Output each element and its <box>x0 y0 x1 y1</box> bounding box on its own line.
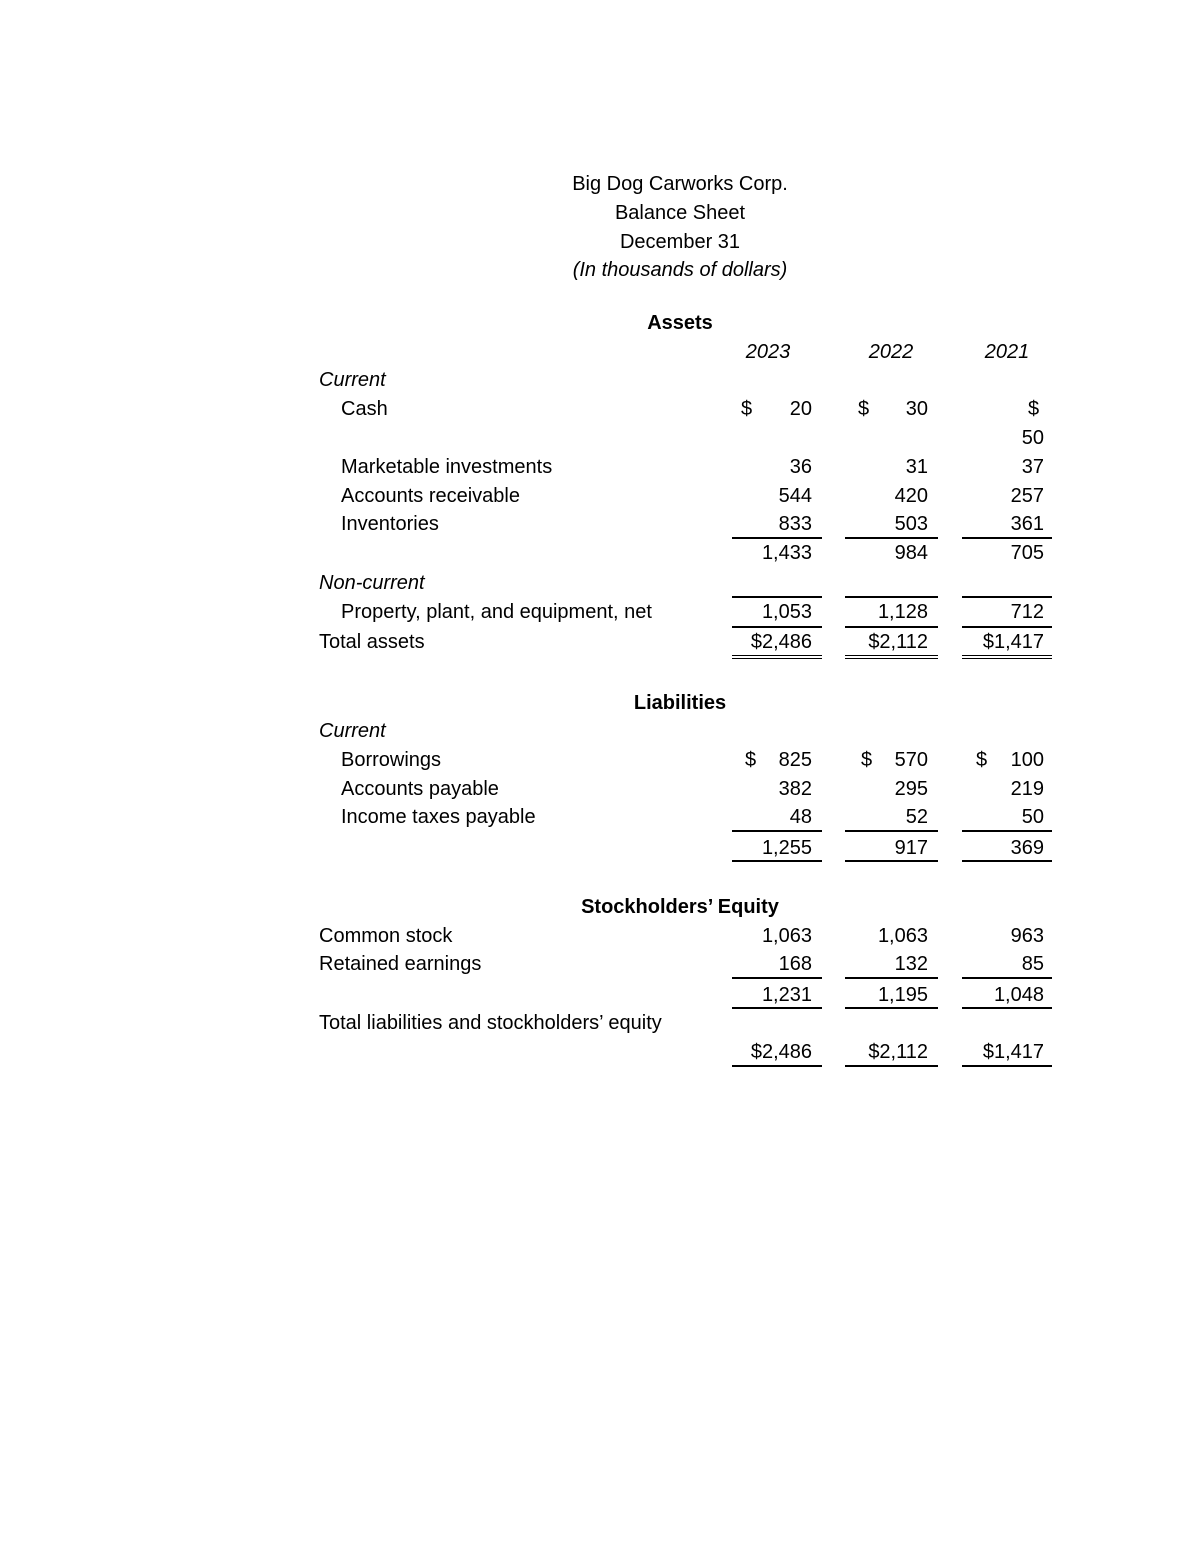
grand-total-2023: $2,486 <box>750 1041 812 1063</box>
grand-total-2021: $1,417 <box>982 1041 1044 1063</box>
borrowings-dollar-2021: $ <box>976 749 988 771</box>
borrowings-2023: 825 <box>778 749 812 771</box>
borrowings-2022: 570 <box>894 749 928 771</box>
common-stock-2022: 1,063 <box>877 925 928 947</box>
ppe-2021: 712 <box>1010 601 1044 623</box>
marketable-2022: 31 <box>905 456 928 478</box>
inventories-2021: 361 <box>1010 513 1044 535</box>
grand-total-label: Total liabilities and stockholders’ equity <box>319 1012 662 1034</box>
common-stock-2023: 1,063 <box>761 925 812 947</box>
taxes-2022: 52 <box>905 806 928 828</box>
rule-total-assets-2021 <box>962 655 1052 659</box>
assets-heading: Assets <box>647 312 713 334</box>
rule-ppe-2021 <box>962 626 1052 628</box>
equity-heading: Stockholders’ Equity <box>581 896 779 918</box>
year-2022: 2022 <box>868 341 914 363</box>
payable-2023: 382 <box>778 778 812 800</box>
cash-dollar-2021: $ <box>1028 398 1040 420</box>
taxes-2021: 50 <box>1021 806 1044 828</box>
rule-total-assets-2023 <box>732 655 822 659</box>
rule-liabilities-total-2022 <box>845 860 938 862</box>
year-2021: 2021 <box>984 341 1030 363</box>
units-note: (In thousands of dollars) <box>572 259 788 281</box>
statement-title: Balance Sheet <box>614 202 746 224</box>
rule-equity-total-2021 <box>962 1007 1052 1009</box>
total-assets-2023: $2,486 <box>750 631 812 653</box>
rule-retained-2022 <box>845 977 938 979</box>
payable-2022: 295 <box>894 778 928 800</box>
liabilities-total-2023: 1,255 <box>761 837 812 859</box>
payable-label: Accounts payable <box>341 778 499 800</box>
noncurrent-label: Non-current <box>319 572 425 594</box>
current-assets-2021: 705 <box>1010 542 1044 564</box>
cash-dollar-2023: $ <box>741 398 753 420</box>
total-assets-label: Total assets <box>319 631 425 653</box>
rule-total-assets-2022 <box>845 655 938 659</box>
borrowings-dollar-2022: $ <box>861 749 873 771</box>
marketable-label: Marketable investments <box>341 456 553 478</box>
rule-liabilities-total-2021 <box>962 860 1052 862</box>
cash-label: Cash <box>341 398 388 420</box>
retained-earnings-2021: 85 <box>1021 953 1044 975</box>
retained-earnings-2023: 168 <box>778 953 812 975</box>
statement-date: December 31 <box>619 231 741 253</box>
common-stock-label: Common stock <box>319 925 453 947</box>
ppe-label: Property, plant, and equipment, net <box>341 601 652 623</box>
borrowings-dollar-2023: $ <box>745 749 757 771</box>
rule-grand-total-2021 <box>962 1065 1052 1067</box>
inventories-2022: 503 <box>894 513 928 535</box>
equity-total-2021: 1,048 <box>993 984 1044 1006</box>
rule-equity-total-2023 <box>732 1007 822 1009</box>
rule-inventories-2021 <box>962 537 1052 539</box>
receivable-2023: 544 <box>778 485 812 507</box>
current-assets-2023: 1,433 <box>761 542 812 564</box>
retained-earnings-2022: 132 <box>894 953 928 975</box>
total-assets-2021: $1,417 <box>982 631 1044 653</box>
inventories-2023: 833 <box>778 513 812 535</box>
taxes-label: Income taxes payable <box>341 806 536 828</box>
rule-grand-total-2023 <box>732 1065 822 1067</box>
rule-equity-total-2022 <box>845 1007 938 1009</box>
taxes-2023: 48 <box>789 806 812 828</box>
liabilities-total-2021: 369 <box>1010 837 1044 859</box>
receivable-2021: 257 <box>1010 485 1044 507</box>
rule-inventories-2022 <box>845 537 938 539</box>
rule-ppe-2022 <box>845 626 938 628</box>
assets-current-label: Current <box>319 369 386 391</box>
rule-taxes-2023 <box>732 830 822 832</box>
year-2023: 2023 <box>745 341 791 363</box>
marketable-2021: 37 <box>1021 456 1044 478</box>
payable-2021: 219 <box>1010 778 1044 800</box>
common-stock-2021: 963 <box>1010 925 1044 947</box>
rule-ppe-top-2023 <box>732 596 822 598</box>
rule-liabilities-total-2023 <box>732 860 822 862</box>
total-assets-2022: $2,112 <box>868 631 928 653</box>
borrowings-2021: 100 <box>1010 749 1044 771</box>
rule-ppe-top-2022 <box>845 596 938 598</box>
cash-dollar-2022: $ <box>858 398 870 420</box>
equity-total-2023: 1,231 <box>761 984 812 1006</box>
ppe-2023: 1,053 <box>761 601 812 623</box>
rule-retained-2023 <box>732 977 822 979</box>
cash-2022: 30 <box>905 398 928 420</box>
liabilities-heading: Liabilities <box>633 692 727 714</box>
rule-ppe-top-2021 <box>962 596 1052 598</box>
receivable-2022: 420 <box>894 485 928 507</box>
rule-inventories-2023 <box>732 537 822 539</box>
rule-retained-2021 <box>962 977 1052 979</box>
liabilities-current-label: Current <box>319 720 386 742</box>
rule-ppe-2023 <box>732 626 822 628</box>
rule-taxes-2022 <box>845 830 938 832</box>
retained-earnings-label: Retained earnings <box>319 953 482 975</box>
company-name: Big Dog Carworks Corp. <box>572 173 788 195</box>
marketable-2023: 36 <box>789 456 812 478</box>
borrowings-label: Borrowings <box>341 749 442 771</box>
cash-2023: 20 <box>789 398 812 420</box>
rule-grand-total-2022 <box>845 1065 938 1067</box>
ppe-2022: 1,128 <box>877 601 928 623</box>
liabilities-total-2022: 917 <box>894 837 928 859</box>
cash-2021: 50 <box>1021 427 1044 449</box>
receivable-label: Accounts receivable <box>341 485 520 507</box>
inventories-label: Inventories <box>341 513 439 535</box>
equity-total-2022: 1,195 <box>877 984 928 1006</box>
grand-total-2022: $2,112 <box>868 1041 928 1063</box>
rule-taxes-2021 <box>962 830 1052 832</box>
current-assets-2022: 984 <box>894 542 928 564</box>
